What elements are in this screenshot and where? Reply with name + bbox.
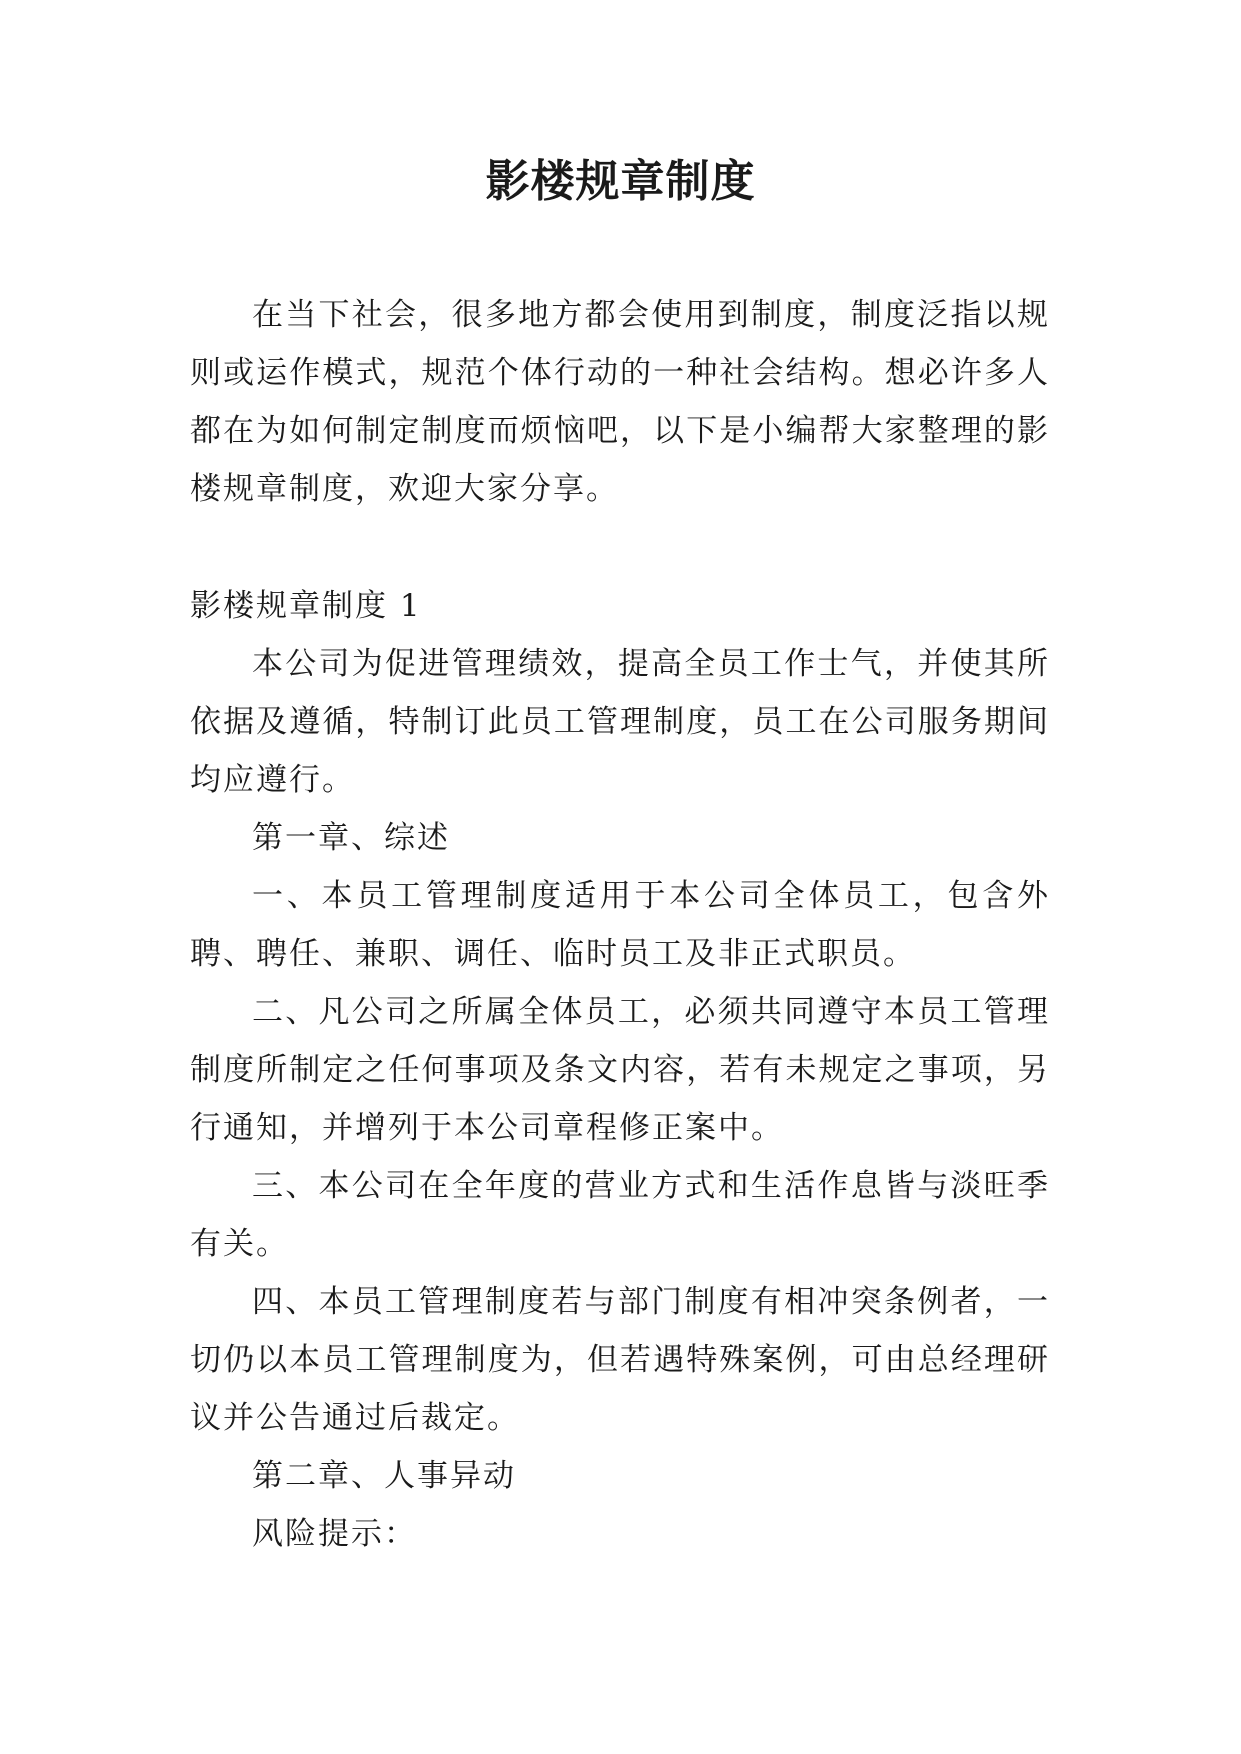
- paragraph: 风险提示：: [252, 1516, 417, 1552]
- chapter-heading: 第一章、综述: [252, 820, 450, 856]
- intro-paragraph: 在当下社会，很多地方都会使用到制度，制度泛指以规则或运作模式，规范个体行动的一种社会结构。想必许多人都在为如何制定制度而烦恼吧，以下是小编帮大家整理的影楼规章制度，欢迎大家分享。: [190, 297, 1050, 507]
- document-title: 影楼规章制度: [485, 156, 756, 207]
- paragraph: 一、本员工管理制度适用于本公司全体员工，包含外聘、聘任、兼职、调任、临时员工及非正式职员。: [190, 878, 1050, 972]
- paragraph: 本公司为促进管理绩效，提高全员工作士气，并使其所依据及遵循，特制订此员工管理制度，员工在公司服务期间均应遵行。: [190, 646, 1050, 798]
- section-heading: 影楼规章制度 1: [190, 588, 422, 624]
- paragraph: 四、本员工管理制度若与部门制度有相冲突条例者，一切仍以本员工管理制度为，但若遇特殊案例，可由总经理研议并公告通过后裁定。: [190, 1284, 1050, 1436]
- intro-block: [190, 286, 1050, 518]
- content-block: [190, 577, 1050, 1563]
- paragraph: 三、本公司在全年度的营业方式和生活作息皆与淡旺季有关。: [190, 1168, 1050, 1262]
- chapter-heading: 第二章、人事异动: [252, 1458, 516, 1494]
- paragraph: 二、凡公司之所属全体员工，必须共同遵守本员工管理制度所制定之任何事项及条文内容，若有未规定之事项，另行通知，并增列于本公司章程修正案中。: [190, 994, 1050, 1146]
